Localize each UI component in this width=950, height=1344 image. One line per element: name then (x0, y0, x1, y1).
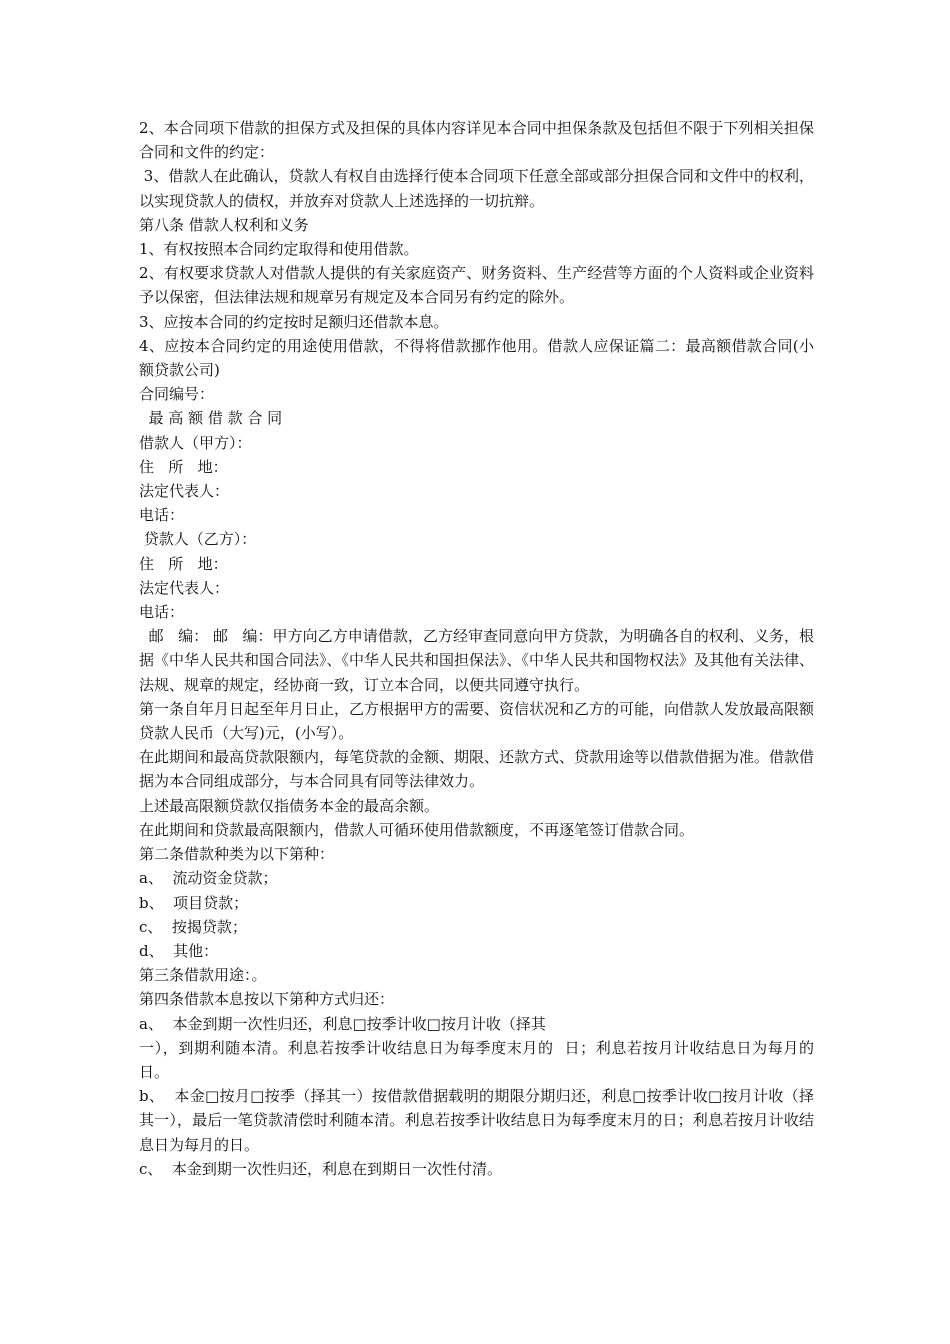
lender-label: 贷款人（乙方）： (139, 530, 257, 549)
lender-address-label: 住 所 地： (139, 554, 228, 573)
paragraph-right-2: 2、有权要求贷款人对借款人提供的有关家庭资产、财务资料、生产经营等方面的个人资料或企业资料予以保密，但法律法规和规章另有规定及本合同另有约定的除外。 (139, 264, 814, 307)
heading-article-3: 第三条借款用途：。 (139, 966, 267, 985)
lender-phone-label: 电话： (139, 603, 185, 622)
paragraph-borrower-confirmation: 3、借款人在此确认，贷款人有权自由选择行使本合同项下任意全部或部分担保合同和文件中的权利，以实现贷款人的债权，并放弃对贷款人上述选择的一切抗辩。 (139, 167, 814, 210)
paragraph-max-balance: 上述最高限额贷款仅指债务本金的最高余额。 (139, 796, 440, 815)
contract-number-label: 合同编号： (139, 385, 215, 404)
borrower-phone-label: 电话： (139, 506, 185, 525)
repayment-option-a-continued: 一），到期利随本清。利息若按季计收结息日为每季度末月的 日；利息若按月计收结息日为每月的 日。 (139, 1038, 829, 1081)
paragraph-revolving: 在此期间和贷款最高限额内，借款人可循环使用借款额度，不再逐笔签订借款合同。 (139, 820, 695, 839)
paragraph-preamble: 邮 编： 邮 编：甲方向乙方申请借款，乙方经审查同意向甲方贷款，为明确各自的权利、义务，根据《中华人民共和国合同法》、《中华人民共和国担保法》、《中华人民共和国物权法》及其他有关法律、法规、规章的规定，经协商一致，订立本合同，以便共同遵守执行。 (139, 627, 815, 694)
lender-legal-rep-label: 法定代表人： (139, 578, 230, 597)
contract-title: 最 高 额 借 款 合 同 (139, 409, 283, 428)
borrower-address-label: 住 所 地： (139, 457, 228, 476)
loan-type-c: c、 按揭贷款； (139, 917, 247, 936)
heading-article-4: 第四条借款本息按以下第种方式归还： (139, 990, 395, 1009)
repayment-option-c: c、 本金到期一次性归还，利息在到期日一次性付清。 (139, 1159, 502, 1178)
paragraph-article-1: 第一条自年月日起至年月日止，乙方根据甲方的需要、资信状况和乙方的可能，向借款人发放最高限额贷款人民币（大写)元，(小写）。 (139, 699, 815, 743)
paragraph-obligation-3: 3、应按本合同的约定按时足额归还借款本息。 (139, 312, 449, 331)
paragraph-loan-terms: 在此期间和最高贷款限额内，每笔贷款的金额、期限、还款方式、贷款用途等以借款借据为准。借款借据为本合同组成部分，与本合同具有同等法律效力。 (139, 748, 815, 791)
borrower-legal-rep-label: 法定代表人： (139, 482, 230, 501)
heading-article-8: 第八条 借款人权利和义务 (139, 215, 309, 234)
document-page (139, 116, 829, 1181)
repayment-option-b: b、 本金□按月□按季（择其一）按借款借据载明的期限分期归还，利息□按季计收□按月计收（择其一），最后一笔贷款清偿时利随本清。利息若按季计收结息日为每季度末月的日；利息若按月计收结息日为每月的日。 (139, 1087, 814, 1154)
loan-type-d: d、 其他： (139, 941, 219, 960)
paragraph-right-1: 1、有权按照本合同约定取得和使用借款。 (139, 240, 419, 259)
heading-article-2: 第二条借款种类为以下第种： (139, 845, 335, 864)
paragraph-obligation-4: 4、应按本合同约定的用途使用借款，不得将借款挪作他用。借款人应保证篇二：最高额借款合同(小额贷款公司) (139, 336, 814, 380)
borrower-label: 借款人（甲方）： (139, 433, 252, 452)
repayment-option-a: a、 本金到期一次性归还，利息□按季计收□按月计收（择其 (139, 1014, 546, 1033)
loan-type-a: a、 流动资金贷款； (139, 869, 278, 888)
paragraph-guarantee-method: 2、本合同项下借款的担保方式及担保的具体内容详见本合同中担保条款及包括但不限于下列相关担保合同和文件的约定： (139, 119, 814, 162)
loan-type-b: b、 项目贷款； (139, 893, 249, 912)
